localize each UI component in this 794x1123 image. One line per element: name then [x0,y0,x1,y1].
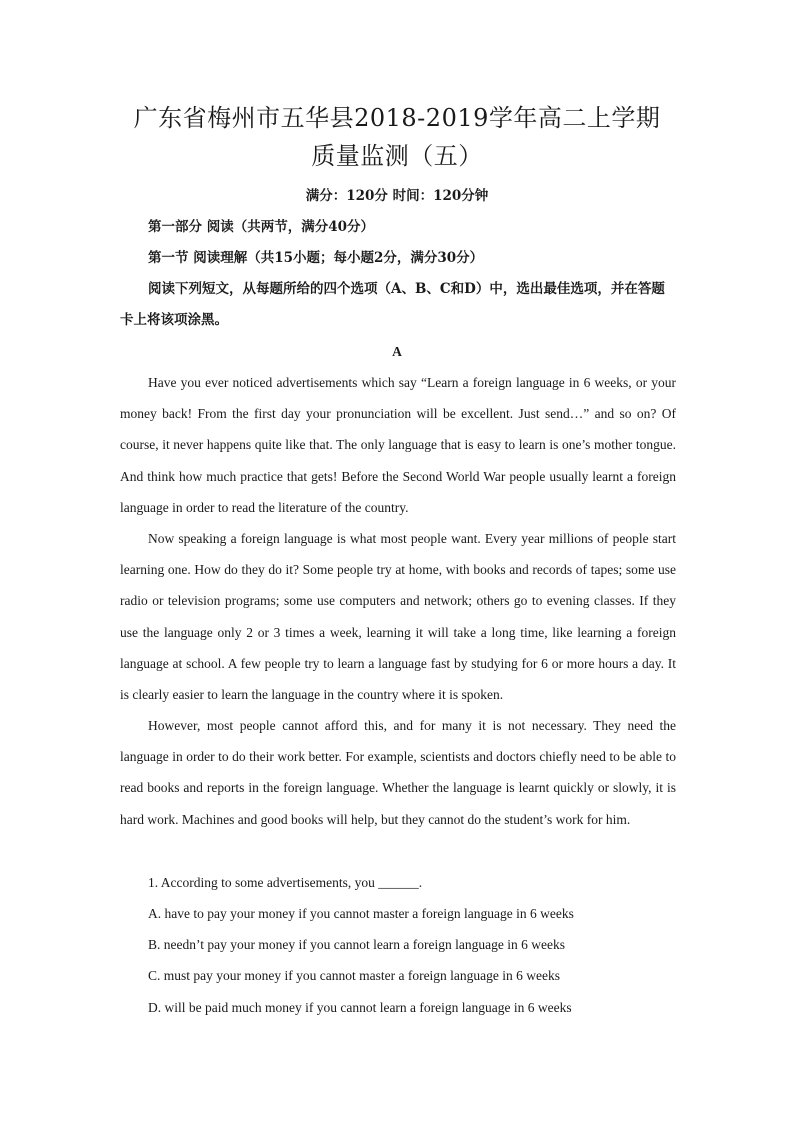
section-heading: 第一节 阅读理解（共15小题；每小题2分，满分30分） [148,250,484,266]
passage-paragraph: Have you ever noticed advertisements which say “Learn a foreign language in 6 weeks, or your money back! From the first day your pronunciation will be excellent. Just send…” and so on? Of course, it never happens quite like that. The only language that is easy to learn is one’s mother tongue. And think how much practice that gets! Before the Second World War people usually learnt a foreign language in order to read the literature of the country. [120,375,676,515]
passage-paragraph: However, most people cannot afford this, and for many it is not necessary. They need the language in order to do their work better. For example, scientists and doctors chiefly need to be able to read books and reports in the foreign language. Whether the language is learnt quickly or slowly, it is hard work. Machines and good books will help, but they cannot do the student’s work for him. [120,718,676,827]
document-title-line-2: 质量监测（五） [311,142,483,170]
document-title-line-1: 广东省梅州市五华县2018-2019学年高二上学期 [133,104,661,132]
part-heading: 第一部分 阅读（共两节，满分40分） [148,219,374,235]
question-stem: 1. According to some advertisements, you ______. [148,875,423,890]
passage-label: A [392,344,402,359]
instructions: 阅读下列短文，从每题所给的四个选项（A、B、C和D）中，选出最佳选项，并在答题卡上将该项涂黑。 [120,281,665,328]
passage-paragraph: Now speaking a foreign language is what most people want. Every year millions of people start learning one. How do they do it? Some people try at home, with books and records of tapes; some use radio or television programs; some use computers and network; others go to evening classes. If they use the language only 2 or 3 times a week, learning it will take a long time, like learning a foreign language at school. A few people try to learn a language fast by studying for 6 or more hours a day. It is clearly easier to learn the language in the country where it is spoken. [120,531,676,703]
question-option-d: D. will be paid much money if you cannot learn a foreign language in 6 weeks [148,1000,572,1015]
question-option-c: C. must pay your money if you cannot master a foreign language in 6 weeks [148,968,561,983]
question-option-b: B. needn’t pay your money if you cannot learn a foreign language in 6 weeks [148,937,565,952]
score-time-info: 满分：120分 时间：120分钟 [305,188,489,204]
question-option-a: A. have to pay your money if you cannot master a foreign language in 6 weeks [148,906,574,921]
